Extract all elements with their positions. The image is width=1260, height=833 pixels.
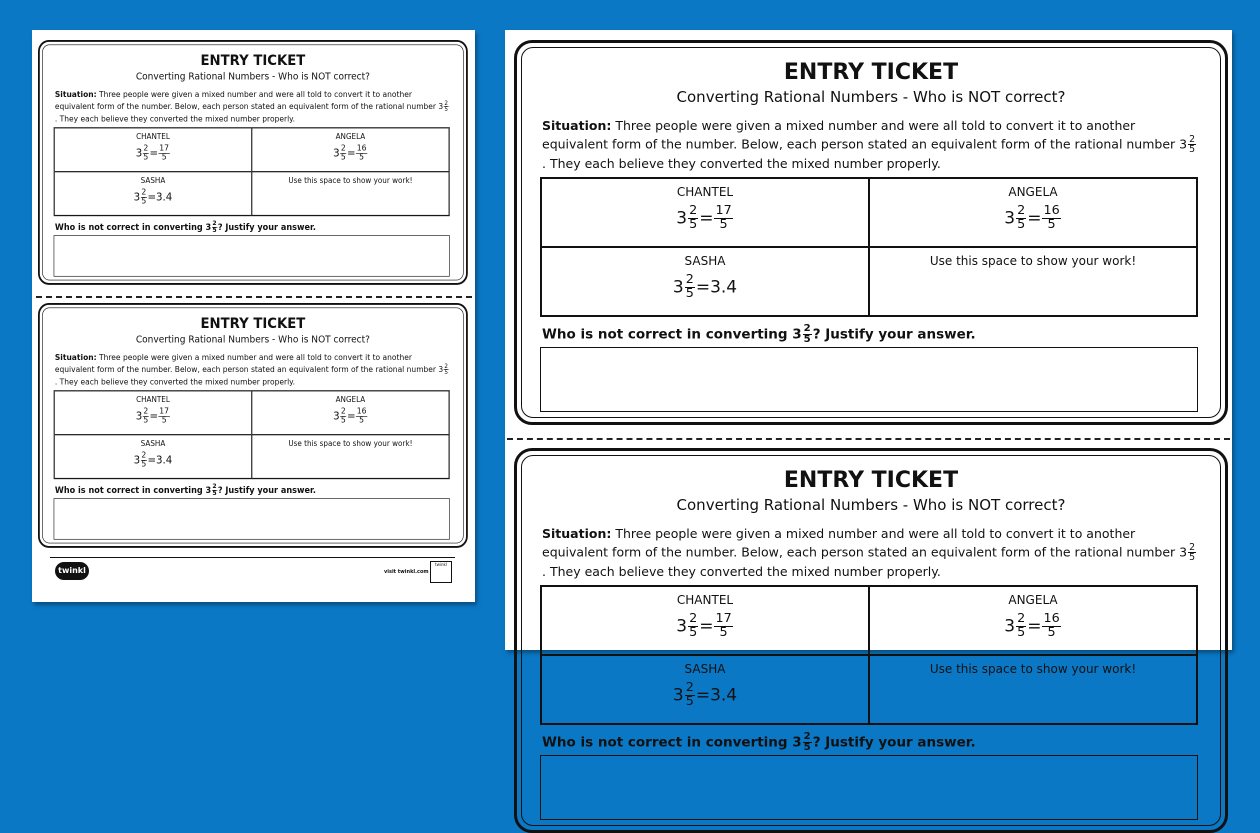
numerator: 2 xyxy=(143,406,149,417)
answers-table xyxy=(540,585,1198,725)
answer-box[interactable] xyxy=(54,498,450,539)
denominator: 5 xyxy=(1017,624,1026,640)
numerator: 2 xyxy=(685,680,694,695)
equals: = xyxy=(699,208,714,229)
fraction xyxy=(141,189,147,206)
cell-chantel xyxy=(541,586,869,655)
question-text: Who is not correct in converting 3 xyxy=(542,326,802,343)
ticket-subtitle: Converting Rational Numbers - Who is NOT correct? xyxy=(676,496,1066,514)
denominator: 5 xyxy=(340,152,346,162)
person-answer xyxy=(542,274,868,301)
equals: = xyxy=(695,277,711,298)
numerator: 2 xyxy=(212,219,217,227)
numerator: 16 xyxy=(1043,611,1060,626)
denominator: 5 xyxy=(685,285,694,301)
work-space[interactable] xyxy=(252,172,449,216)
visit-link[interactable]: visit twinkl.com xyxy=(384,569,429,575)
fraction xyxy=(685,682,695,709)
person-answer xyxy=(252,408,448,425)
cell-chantel xyxy=(54,391,251,435)
fraction xyxy=(444,100,449,113)
denominator: 5 xyxy=(141,196,147,206)
ticket-slot-large-2 xyxy=(514,448,1228,833)
fraction xyxy=(141,452,147,469)
cell-chantel xyxy=(541,178,869,247)
person-name: ANGELA xyxy=(335,395,366,405)
denominator: 5 xyxy=(719,624,728,640)
person-name: CHANTEL xyxy=(136,132,170,142)
situation-text xyxy=(55,89,451,124)
fraction xyxy=(803,324,812,345)
whole: 3 xyxy=(1004,616,1016,637)
fraction xyxy=(1188,135,1196,155)
cell-angela xyxy=(252,391,449,435)
numerator: 16 xyxy=(356,406,367,417)
decimal-answer: 3.4 xyxy=(156,453,173,467)
fraction xyxy=(212,221,217,235)
equals: = xyxy=(149,410,159,423)
work-space[interactable] xyxy=(252,435,449,479)
fraction xyxy=(714,205,732,232)
work-space[interactable] xyxy=(869,247,1197,316)
situation-body-end: . They each believe they converted the mixed number properly. xyxy=(54,113,295,124)
badge-icon: twinkl xyxy=(430,561,452,583)
situation-body: Three people were given a mixed number and were all told to convert it to another equivalent form of the number. Below, each person stated an equivalent form of the rational number 3 xyxy=(542,118,1188,152)
numerator: 2 xyxy=(803,323,811,334)
situation-label: Situation: xyxy=(54,89,97,100)
question xyxy=(55,221,316,235)
ticket-subtitle: Converting Rational Numbers - Who is NOT correct? xyxy=(676,88,1066,106)
question-text: Who is not correct in converting 3 xyxy=(54,222,212,233)
person-name: CHANTEL xyxy=(676,593,734,607)
fraction xyxy=(143,408,149,425)
answer-box[interactable] xyxy=(540,755,1198,820)
fraction xyxy=(1042,613,1060,640)
cut-line xyxy=(36,296,472,298)
answer-box[interactable] xyxy=(540,347,1198,412)
person-answer xyxy=(252,145,448,162)
fraction xyxy=(688,613,698,640)
equals: = xyxy=(346,410,356,423)
cell-angela xyxy=(869,586,1197,655)
numerator: 2 xyxy=(689,203,698,218)
denominator: 5 xyxy=(689,624,698,640)
work-label: Use this space to show your work! xyxy=(288,176,413,186)
denominator: 5 xyxy=(1047,624,1056,640)
denominator: 5 xyxy=(1189,144,1196,156)
whole: 3 xyxy=(333,147,340,160)
fraction xyxy=(1016,613,1026,640)
person-answer xyxy=(55,408,251,425)
question-text-end: ? Justify your answer. xyxy=(217,222,316,233)
numerator: 2 xyxy=(1017,611,1026,626)
fraction xyxy=(1188,543,1196,563)
denominator: 5 xyxy=(143,152,149,162)
entry-ticket xyxy=(38,303,468,548)
ticket-slot-small-1 xyxy=(38,40,468,285)
numerator: 2 xyxy=(1017,203,1026,218)
decimal-answer: 3.4 xyxy=(710,685,738,706)
work-label: Use this space to show your work! xyxy=(929,254,1137,268)
person-name: ANGELA xyxy=(1008,593,1058,607)
whole: 3 xyxy=(672,277,684,298)
ticket-slot-large-1 xyxy=(514,40,1228,425)
ticket-title: ENTRY TICKET xyxy=(783,468,959,493)
denominator: 5 xyxy=(1047,216,1056,232)
numerator: 17 xyxy=(715,611,732,626)
ticket-title: ENTRY TICKET xyxy=(200,315,306,332)
fraction xyxy=(212,484,217,498)
denominator: 5 xyxy=(803,334,811,346)
whole: 3 xyxy=(333,410,340,423)
cell-sasha xyxy=(54,172,251,216)
denominator: 5 xyxy=(359,152,365,162)
fraction xyxy=(340,408,346,425)
numerator: 2 xyxy=(143,143,149,154)
whole: 3 xyxy=(135,147,143,160)
numerator: 17 xyxy=(159,406,170,417)
ticket-slot-small-2 xyxy=(38,303,468,548)
question-text-end: ? Justify your answer. xyxy=(812,326,976,343)
equals: = xyxy=(1027,616,1042,637)
equals: = xyxy=(695,685,711,706)
denominator: 5 xyxy=(689,216,698,232)
numerator: 17 xyxy=(159,143,170,154)
numerator: 2 xyxy=(340,143,346,154)
whole: 3 xyxy=(133,190,141,204)
fraction xyxy=(803,732,812,753)
numerator: 2 xyxy=(803,731,811,742)
numerator: 2 xyxy=(1189,134,1196,145)
answers-table xyxy=(54,127,450,216)
numerator: 2 xyxy=(141,450,147,461)
denominator: 5 xyxy=(444,369,449,377)
whole: 3 xyxy=(672,685,684,706)
work-space[interactable] xyxy=(869,655,1197,724)
whole: 3 xyxy=(133,453,141,467)
equals: = xyxy=(346,147,356,160)
equals: = xyxy=(147,453,157,467)
numerator: 16 xyxy=(1043,203,1060,218)
denominator: 5 xyxy=(212,227,217,235)
numerator: 16 xyxy=(356,143,367,154)
question xyxy=(542,324,976,345)
work-label: Use this space to show your work! xyxy=(288,439,413,449)
situation-label: Situation: xyxy=(542,118,612,133)
situation-text xyxy=(542,525,1200,581)
denominator: 5 xyxy=(212,490,217,498)
fraction xyxy=(159,408,170,425)
cell-chantel xyxy=(54,128,251,172)
situation-body: Three people were given a mixed number and were all told to convert it to another equivalent form of the number. Below, each person stated an equivalent form of the rational number 3 xyxy=(54,89,444,111)
person-answer xyxy=(542,205,868,232)
entry-ticket xyxy=(38,40,468,285)
fraction xyxy=(1016,205,1026,232)
numerator: 17 xyxy=(715,203,732,218)
denominator: 5 xyxy=(1189,552,1196,564)
person-answer xyxy=(542,613,868,640)
whole: 3 xyxy=(1004,208,1016,229)
equals: = xyxy=(699,616,714,637)
person-name: CHANTEL xyxy=(676,185,734,199)
cell-sasha xyxy=(541,655,869,724)
whole: 3 xyxy=(676,616,688,637)
denominator: 5 xyxy=(685,693,694,709)
situation-text xyxy=(542,117,1200,173)
fraction xyxy=(340,145,346,162)
fraction xyxy=(356,145,367,162)
person-name: ANGELA xyxy=(335,132,366,142)
fraction xyxy=(1042,205,1060,232)
fraction xyxy=(688,205,698,232)
entry-ticket xyxy=(514,40,1228,425)
numerator: 2 xyxy=(444,99,449,107)
person-name: ANGELA xyxy=(1008,185,1058,199)
work-label: Use this space to show your work! xyxy=(929,662,1137,676)
situation-body: Three people were given a mixed number and were all told to convert it to another equivalent form of the number. Below, each person stated an equivalent form of the rational number 3 xyxy=(54,352,444,374)
numerator: 2 xyxy=(141,187,147,198)
numerator: 2 xyxy=(444,362,449,370)
question xyxy=(55,484,316,498)
fraction xyxy=(356,408,367,425)
denominator: 5 xyxy=(444,106,449,114)
numerator: 2 xyxy=(685,272,694,287)
question-text: Who is not correct in converting 3 xyxy=(542,734,802,751)
equals: = xyxy=(1027,208,1042,229)
situation-body-end: . They each believe they converted the mixed number properly. xyxy=(542,155,941,171)
answers-table xyxy=(540,177,1198,317)
person-name: SASHA xyxy=(684,662,726,676)
numerator: 2 xyxy=(1189,542,1196,553)
numerator: 2 xyxy=(689,611,698,626)
question-text: Who is not correct in converting 3 xyxy=(54,485,212,496)
fraction xyxy=(714,613,732,640)
person-name: SASHA xyxy=(684,254,726,268)
denominator: 5 xyxy=(1017,216,1026,232)
cell-sasha xyxy=(541,247,869,316)
denominator: 5 xyxy=(359,415,365,425)
fraction xyxy=(444,363,449,376)
denominator: 5 xyxy=(161,152,167,162)
cut-line xyxy=(507,438,1230,440)
situation-text xyxy=(55,352,451,387)
decimal-answer: 3.4 xyxy=(156,190,173,204)
situation-body-end: . They each believe they converted the mixed number properly. xyxy=(542,563,941,579)
footer-divider xyxy=(50,557,455,558)
situation-body-end: . They each believe they converted the mixed number properly. xyxy=(54,376,295,387)
person-answer xyxy=(55,145,251,162)
cell-angela xyxy=(869,178,1197,247)
denominator: 5 xyxy=(719,216,728,232)
answers-table xyxy=(54,390,450,479)
situation-label: Situation: xyxy=(54,352,97,363)
question-text-end: ? Justify your answer. xyxy=(812,734,976,751)
person-name: CHANTEL xyxy=(136,395,170,405)
person-answer xyxy=(542,682,868,709)
person-answer xyxy=(870,205,1196,232)
ticket-title: ENTRY TICKET xyxy=(200,52,306,69)
question xyxy=(542,732,976,753)
person-answer xyxy=(870,613,1196,640)
ticket-subtitle: Converting Rational Numbers - Who is NOT correct? xyxy=(135,70,370,82)
person-name: SASHA xyxy=(140,176,166,186)
person-name: SASHA xyxy=(140,439,166,449)
situation-body: Three people were given a mixed number and were all told to convert it to another equivalent form of the number. Below, each person stated an equivalent form of the rational number 3 xyxy=(542,526,1188,560)
twinkl-logo: twinkl xyxy=(55,562,89,580)
whole: 3 xyxy=(135,410,143,423)
denominator: 5 xyxy=(803,742,811,754)
numerator: 2 xyxy=(340,406,346,417)
fraction xyxy=(143,145,149,162)
entry-ticket xyxy=(514,448,1228,833)
equals: = xyxy=(147,190,157,204)
cell-angela xyxy=(252,128,449,172)
cell-sasha xyxy=(54,435,251,479)
denominator: 5 xyxy=(161,415,167,425)
ticket-title: ENTRY TICKET xyxy=(783,60,959,85)
ticket-subtitle: Converting Rational Numbers - Who is NOT correct? xyxy=(135,333,370,345)
denominator: 5 xyxy=(143,415,149,425)
answer-box[interactable] xyxy=(54,235,450,276)
numerator: 2 xyxy=(212,482,217,490)
person-answer xyxy=(55,189,251,206)
denominator: 5 xyxy=(340,415,346,425)
decimal-answer: 3.4 xyxy=(710,277,738,298)
question-text-end: ? Justify your answer. xyxy=(217,485,316,496)
fraction xyxy=(685,274,695,301)
whole: 3 xyxy=(676,208,688,229)
fraction xyxy=(159,145,170,162)
equals: = xyxy=(149,147,159,160)
denominator: 5 xyxy=(141,459,147,469)
situation-label: Situation: xyxy=(542,526,612,541)
person-answer xyxy=(55,452,251,469)
